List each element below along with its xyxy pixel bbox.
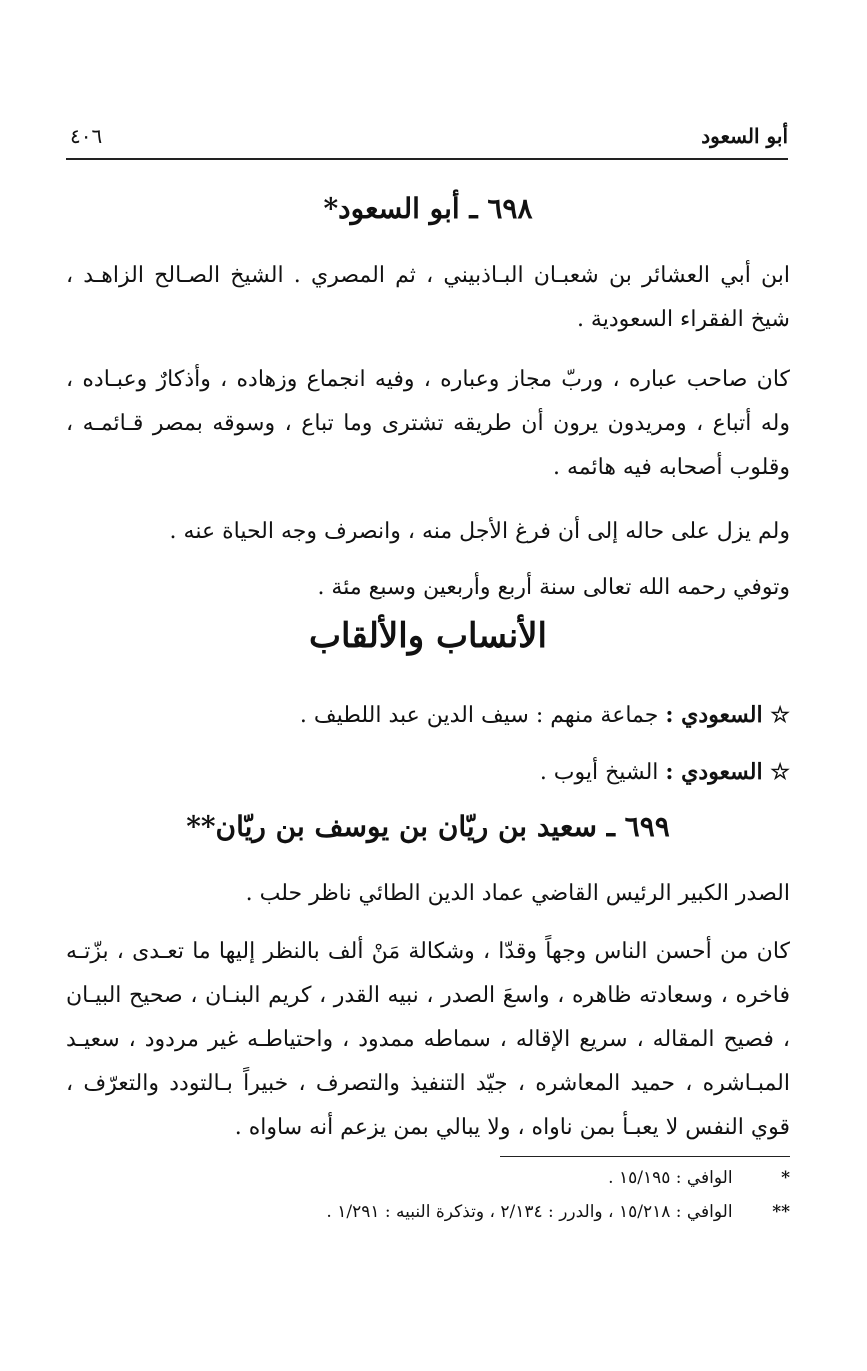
footnote (66, 1200, 790, 1224)
entry-698-paragraph-3: ولم يزل على حاله إلى أن فرغ الأجل منه ، وانصرف وجه الحياة عنه . (169, 519, 790, 544)
footnote (66, 1166, 790, 1190)
entry-698-paragraph-2: كان صاحب عباره ، وربّ مجاز وعباره ، وفيه انجماع وزهاده ، وأذكارٌ وعبـاده ، وله أتباع ، ومريدون يرون أن طريقه تشترى وما تباع ، وسوقه بمصر قـائمـه ، وقلوب أصحابه فيه هائمه . (66, 367, 790, 480)
entry-698-paragraph-4: وتوفي رحمه الله تعالى سنة أربع وأربعين وسبع مئة . (317, 575, 790, 600)
ref-item-text: الشيخ أيوب . (539, 760, 659, 785)
entry-698-paragraph-1: ابن أبي العشائر بن شعبـان البـاذبيني ، ثم المصري . الشيخ الصـالح الزاهـد ، شيخ الفقراء السعودية . (66, 263, 790, 332)
entry-699-paragraph-2: كان من أحسن الناس وجهاً وقدّا ، وشكالة مَنْ ألف بالنظر إليها ما تعـدى ، بزّتـه فاخره ، وسعادته ظاهره ، واسعَ الصدر ، نبيه القدر ، كريم البنـان ، صحيح البيـان ، فصيح المقاله ، سريع الإقاله ، سماطه ممدود ، واحتياطـه غير مردود ، سعيـد المبـاشره ، حميد المعاشره ، جيّد التنفيذ والتصرف ، خبيراً بـالتودد والتعرّف ، قوي النفس لا يعبـأ بمن ناواه ، ولا يبالي بمن يزعم أنه ساواه . (66, 939, 790, 1140)
page-header (66, 118, 788, 160)
footnote-mark: * (781, 1168, 790, 1188)
footnote-text: الوافي : ١٥/٢١٨ ، والدرر : ٢/١٣٤ ، وتذكرة النبيه : ١/٢٩١ . (326, 1202, 733, 1222)
entry-698-title: ٦٩٨ ـ أبو السعود* (323, 192, 533, 225)
footnote-mark: ** (772, 1202, 790, 1222)
ref-item-term: ☆ السعودي : (665, 759, 790, 785)
ref-item (66, 693, 826, 738)
section-title: الأنساب والألقاب (308, 616, 548, 656)
entry-699-paragraph-1: الصدر الكبير الرئيس القاضي عماد الدين الطائي ناظر حلب . (245, 881, 790, 906)
ref-item-text: جماعة منهم : سيف الدين عبد اللطيف . (299, 703, 659, 728)
ref-item-term: ☆ السعودي : (665, 702, 790, 728)
footnote-text: الوافي : ١٥/١٩٥ . (608, 1168, 733, 1188)
entry-699-title: ٦٩٩ ـ سعيد بن ريّان بن يوسف بن ريّان** (186, 810, 670, 843)
ref-item (66, 750, 826, 795)
running-title: أبو السعود (701, 124, 788, 148)
page-number: ٤٠٦ (70, 124, 103, 148)
footnote-divider (500, 1156, 790, 1157)
